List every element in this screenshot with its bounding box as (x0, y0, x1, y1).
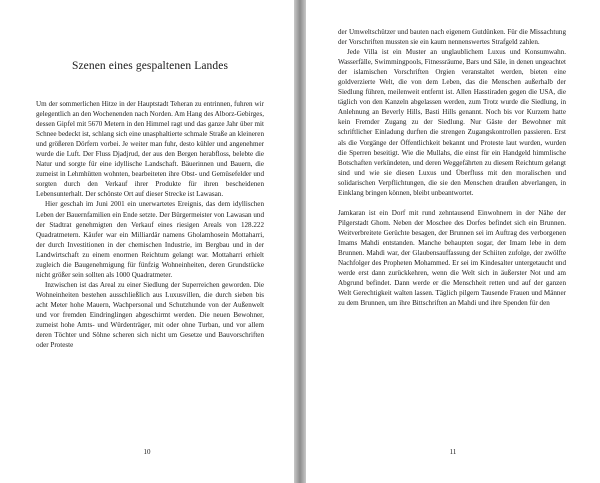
paragraph: Jede Villa ist ein Muster an unglaublichem Luxus und Konsumwahn. Wasserfälle, Swimmingpools, Fitnessräume, Bars und Säle, in denen ungeachtet der islamischen Vorschriften Orgien veranstaltet werden, bieten eine goldverzierte Welt, die von dem Leben, das die Menschen außerhalb der Siedlung führen, meilenweit entfernt ist. Allen Hasstiraden gegen die USA, die täglich von den Kanzeln abgelassen werden, zum Trotz wurde die Siedlung, in Anlehnung an Beverly Hills, Basti Hills genannt. Noch bis vor Kurzem hatte kein Fremder Zugang zu der Siedlung. Nur Gäste der Bewohner mit schriftlicher Einladung durften die strengen Zugangskontrollen passieren. Erst als die Vorgänge der Öffentlichkeit bekannt und Proteste laut wurden, wurden die Sperren beseitigt. Wie die Mullahs, die einst für ein Handgeld himmlische Botschaften verkündeten, und deren Weggefährten zu diesem Reichtum gelangt sind und wie sie diesen Luxus und Überfluss mit den moralischen und solidarischen Verpflichtungen, die sie den Menschen draußen abverlangen, in Einklang bringen können, bleibt unbeantwortet. (338, 48, 566, 197)
paragraph: Hier geschah im Juni 2001 ein unerwartetes Ereignis, das dem idyllischen Leben der Bauernfamilien ein Ende setzte. Der Bürgermeister von Lawasan und der Stadtrat genehmigten den Verkauf eines riesigen Areals von 128.222 Quadratmetern. Käufer war ein Milliardär namens Gholamhosein Mottaharri, der durch Investitionen in der chemischen Industrie, im Bergbau und in der Landwirtschaft zu einem enormen Reichtum gelangt war. Mottaharri erhielt zugleich die Baugenehmigung für fünfzig Wohneinheiten, deren Grundstücke nicht größer sein sollten als 1000 Quadratmeter. (36, 200, 264, 279)
left-page (0, 0, 294, 483)
page-number: 10 (143, 448, 151, 456)
paragraph: Jamkaran ist ein Dorf mit rund zehntausend Einwohnern in der Nähe der Pilgerstadt Ghom. Neben der Moschee des Dorfes befindet sich ein Brunnen. Weitverbreitete Gerüchte besagen, der Brunnen sei im Auftrag des verborgenen Imams Mahdi entstanden. Manche behaupten sogar, der Imam lebe in dem Brunnen. Mahdi war, der Glaubensauffassung der Schiiten zufolge, der zwölfte Nachfolger des Propheten Mohammed. Er sei im Kindesalter untergetaucht und werde erst dann zurückkehren, wenn die Welt sich in äußerster Not und am Abgrund befindet. Dann werde er die Menschheit retten und auf der ganzen Welt Gerechtigkeit walten lassen. Täglich pilgern Tausende Frauen und Männer zu dem Brunnen, um ihre Bittschriften an Mahdi und ihre Spenden für den (338, 208, 566, 308)
right-page (306, 0, 600, 483)
paragraph: Inzwischen ist das Areal zu einer Siedlung der Superreichen geworden. Die Wohneinheiten bestehen ausschließlich aus Luxusvillen, die durch sieben bis acht Meter hohe Mauern, Wachpersonal und Schutzhunde von der Außenwelt und vor fremden Eindringlingen abgeschirmt werden. Die neuen Bewohner, zumeist hohe Amts- und Würdenträger, mit oder ohne Turban, und vor allem deren Töchter und Söhne scheren sich nicht um Gesetze und Bauvorschriften oder Proteste (36, 280, 264, 350)
chapter-title: Szenen eines gespaltenen Landes (71, 60, 229, 72)
book-gutter (294, 0, 306, 483)
page-number: 11 (449, 448, 457, 456)
left-page-text (0, 0, 294, 483)
paragraph: der Umweltschützer und bauten nach eigenem Gutdünken. Für die Missachtung der Vorschriften mussten sie ein kaum nennenswertes Strafgeld zahlen. (338, 28, 566, 47)
paragraph: Um der sommerlichen Hitze in der Hauptstadt Teheran zu entrinnen, fuhren wir gelegentlich an den Wochenenden nach Norden. Am Hang des Alborz-Gebirges, dessen Gipfel mit 5670 Metern in den Himmel ragt und das ganze Jahr über mit Schnee bedeckt ist, schlang sich eine unasphaltierte schmale Straße an kleineren und größeren Dörfern vorbei. Je weiter man fuhr, desto kühler und angenehmer wurde die Luft. Der Fluss Djadjrud, der aus den Bergen herabfloss, belebte die Natur und sorgte für eine idyllische Landschaft. Bäuerinnen und Bauern, die zumeist in Lehmhütten wohnten, bearbeiteten ihre Obst- und Gemüsefelder und sorgten durch den Verkauf ihrer Produkte für ihren bescheidenen Lebensunterhalt. Der schönste Ort auf dieser Strecke ist Lawasan. (36, 100, 264, 199)
right-page-text (306, 0, 600, 483)
